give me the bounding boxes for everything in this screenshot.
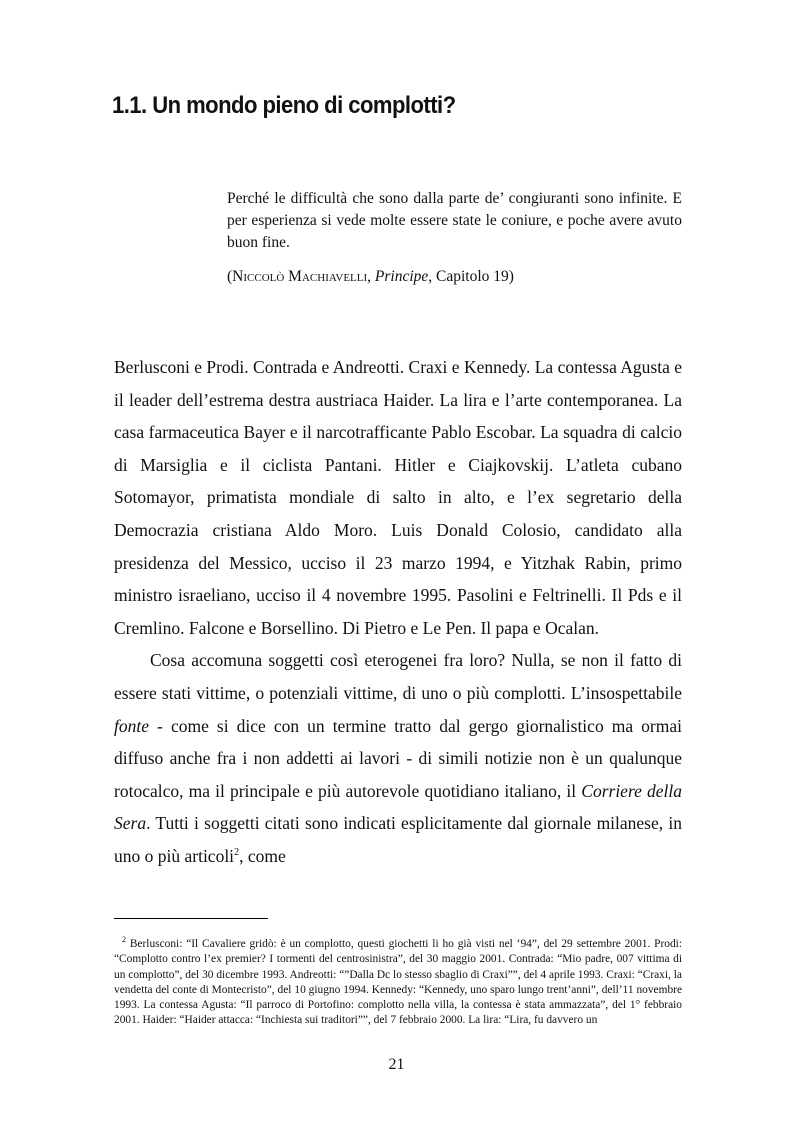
newspaper-name: Corriere della Sera	[114, 780, 683, 834]
epigraph-author: Niccolò Machiavelli	[232, 268, 368, 285]
epigraph-chapter: , Capitolo 19)	[428, 268, 514, 285]
paragraph-2-part1: Cosa accomuna soggetti così eterogenei fra loro? Nulla, se non il fatto di essere stati vittime, o potenziali vittime, di uno o più complotti. L’insospettabile	[114, 650, 682, 703]
source-open: (	[227, 268, 233, 285]
footnote-marker: 2	[122, 935, 126, 945]
paragraph-2-part2: - come si dice con un termine tratto dal gergo giornalistico ma ormai diffuso anche fra i non addetti ai lavori - di simili notizie non è un qualunque rotocalco, ma il principale e più autorevole quotidiano italiano, il	[114, 715, 682, 801]
epigraph-source	[227, 266, 682, 288]
footnote-text: Berlusconi: “Il Cavaliere gridò: è un complotto, questi giochetti li ho già visti nel ‘94”, del 29 settembre 2001. Prodi: “Complotto contro l’ex premier? I tormenti del centrosinistra”, del 30 maggio 2001. Contrada: “Mio padre, 007 vittima di un complotto”, del 30 dicembre 1993. Andreotti: “”Dalla Dc lo stesso sbaglio di Craxi””, del 4 aprile 1993. Craxi: “Craxi, la vendetta del conte di Montecristo”, del 10 giugno 1994. Kennedy: “Kennedy, uno sparo lungo trent’anni”, dell’11 novembre 1993. La contessa Agusta: “Il parroco di Portofino: complotto nella villa, la contessa è stata ammazzata”, del 1° febbraio 2001. Haider: “Haider attacca: “Inchiesta sui traditori””, del 7 febbraio 2000. La lira: “Lira, fu davvero un	[114, 938, 682, 1027]
footnote-divider	[114, 918, 268, 919]
paragraph-1: Berlusconi e Prodi. Contrada e Andreotti. Craxi e Kennedy. La contessa Agusta e il leader dell’estrema destra austriaca Haider. La lira e l’arte contemporanea. La casa farmaceutica Bayer e il narcotrafficante Pablo Escobar. La squadra di calcio di Marsiglia e il ciclista Pantani. Hitler e Ciajkovskij. L’atleta cubano Sotomayor, primatista mondiale di salto in alto, e l’ex segretario della Democrazia cristiana Aldo Moro. Luis Donald Colosio, candidato alla presidenza del Messico, ucciso il 23 marzo 1994, e Yitzhak Rabin, primo ministro israeliano, ucciso il 4 novembre 1995. Pasolini e Feltrinelli. Il Pds e il Cremlino. Falcone e Borsellino. Di Pietro e Le Pen. Il papa e Ocalan.	[114, 357, 682, 638]
footnote	[114, 937, 682, 1029]
source-sep: ,	[367, 268, 375, 285]
section-heading: 1.1. Un mondo pieno di complotti?	[112, 92, 456, 119]
epigraph-work: Principe	[374, 268, 429, 285]
body-text	[114, 351, 682, 873]
epigraph-quote: Perché le difficultà che sono dalla parte de’ congiuranti sono infinite. E per esperienza si vede molte essere state le coniure, e poche avere avuto buon fine.	[227, 190, 682, 251]
page-number: 21	[388, 1056, 405, 1073]
paragraph-2	[114, 644, 682, 872]
paragraph-2-part4: , come	[239, 845, 286, 866]
paragraph-2-part3: . Tutti i soggetti citati sono indicati esplicitamente dal giornale milanese, in uno o più articoli	[114, 813, 682, 866]
footnote-reference[interactable]: 2	[234, 847, 240, 859]
fonte-term: fonte	[114, 715, 149, 736]
epigraph	[227, 188, 682, 288]
